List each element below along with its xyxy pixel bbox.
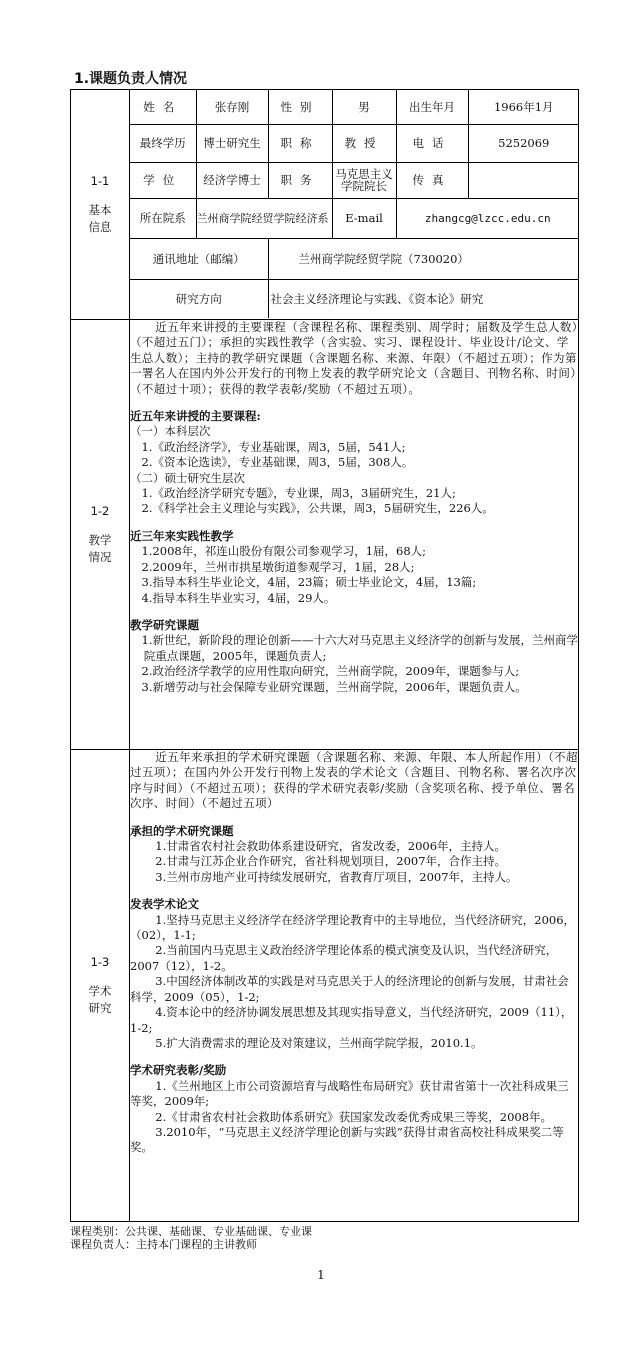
phone-label: 电话 xyxy=(396,124,468,162)
email-value: zhangcg@lzcc.edu.cn xyxy=(396,198,579,238)
education-label: 最终学历 xyxy=(130,124,196,162)
address-label: 通讯地址（邮编） xyxy=(130,238,268,279)
paper-item: 2.当前国内马克思主义政治经济学理论体系的模式演变及认识，当代经济研究，2007（12），1-2。 xyxy=(130,943,558,973)
footer-course-types: 课程类别：公共课、基础课、专业基础课、专业课 xyxy=(70,1225,312,1238)
page-title: 1.课题负责人情况 xyxy=(74,71,188,87)
awards-heading: 学术研究表彰/奖励 xyxy=(130,1063,227,1078)
fax-value xyxy=(468,162,579,198)
undergrad-course: 2.《资本论选读》，专业基础课，周3，5届，308人。 xyxy=(141,455,414,470)
practice-heading: 近三年来实践性教学 xyxy=(130,528,234,543)
undergrad-course: 1.《政治经济学》，专业基础课，周3，5届，541人; xyxy=(141,439,406,454)
master-label: （二）硕士研究生层次 xyxy=(130,470,245,485)
duty-value: 马克思主义学院院长 xyxy=(332,162,396,198)
practice-item: 3.指导本科生毕业论文，4届，23篇；硕士毕业论文，4届，13篇; xyxy=(141,575,477,590)
award-item: 2.《甘肃省农村社会救助体系研究》获国家发改委优秀成果三等奖，2008年。 xyxy=(155,1109,553,1124)
papers-heading: 发表学术论文 xyxy=(130,897,199,912)
birth-label: 出生年月 xyxy=(396,90,468,124)
basic-info-grid xyxy=(130,90,579,318)
academic-label xyxy=(71,750,130,1222)
research-direction-value: 社会主义经济理论与实践、《资本论》研究 xyxy=(268,279,579,318)
practice-item: 4.指导本科生毕业实习，4届，29人。 xyxy=(141,590,336,605)
teaching-label xyxy=(71,320,130,750)
teaching-project: 1.新世纪，新阶段的理论创新——十六大对马克思主义经济学的创新与发展，兰州商学院重点课题，2005年，课题负责人; xyxy=(141,633,578,663)
department-label: 所在院系 xyxy=(130,198,196,238)
name-value: 张存刚 xyxy=(196,90,268,124)
practice-item: 2.2009年，兰州市拱星墩街道参观学习，1届，28人; xyxy=(141,559,415,574)
leader-info-table xyxy=(70,89,579,1222)
paper-item: 3.中国经济体制改革的实践是对马克思关于人的经济理论的创新与发展，甘肃社会科学，2009（05），1-2; xyxy=(130,974,569,1004)
academic-project: 2.甘肃与江苏企业合作研究，省社科规划项目，2007年，合作主持。 xyxy=(155,854,507,869)
teaching-name: 教学情况 xyxy=(88,533,112,564)
academic-project: 1.甘肃省农村社会救助体系建设研究，省发改委，2006年，主持人。 xyxy=(155,839,507,854)
department-value: 兰州商学院经贸学院经济系 xyxy=(196,198,332,238)
footer-course-leader: 课程负责人：主持本门课程的主讲教师 xyxy=(70,1238,257,1251)
paper-item: 4.资本论中的经济协调发展思想及其现实指导意义，当代经济研究，2009（11），1-2; xyxy=(130,1005,573,1035)
teaching-intro: 近五年来讲授的主要课程（含课程名称、课程类别、周学时；届数及学生总人数）（不超过五门）；承担的实践性教学（含实验、实习、课程设计、毕业设计/论文、学生总人数）；主持的教学研究课题（含课题名称、来源、年限）（不超过五项）；作为第一署名人在国内外公开发行的刊物上发表的教学研究论文（含题目、刊物名称、时间）（不超过十项）；获得的教学表彰/奖励（不超过五项）。 xyxy=(130,320,578,396)
teaching-project: 3.新增劳动与社会保障专业研究课题，兰州商学院，2006年，课题负责人。 xyxy=(141,679,527,694)
basic-info-name: 基本信息 xyxy=(88,203,112,234)
duty-label: 职务 xyxy=(268,162,332,198)
teaching-project: 2.政治经济学教学的应用性取向研究，兰州商学院，2009年，课题参与人; xyxy=(141,664,520,679)
academic-number: 1-3 xyxy=(90,955,110,969)
academic-project: 3.兰州市房地产业可持续发展研究，省教育厅项目，2007年，主持人。 xyxy=(155,869,518,884)
award-item: 3.2010年，“马克思主义经济学理论创新与实践”获得甘肃省高校社科成果奖二等奖。 xyxy=(130,1124,564,1155)
basic-info-label xyxy=(71,90,130,320)
education-value: 博士研究生 xyxy=(196,124,268,162)
paper-item: 1.坚持马克思主义经济学在经济学理论教育中的主导地位，当代经济研究，2006，（02），1-1; xyxy=(130,912,576,943)
phone-value: 5252069 xyxy=(468,124,579,162)
basic-info-number: 1-1 xyxy=(90,174,110,188)
research-direction-label: 研究方向 xyxy=(130,279,268,318)
degree-label: 学位 xyxy=(130,162,196,198)
teaching-content xyxy=(130,320,579,750)
courses-heading: 近五年来讲授的主要课程: xyxy=(130,409,261,424)
degree-value: 经济学博士 xyxy=(196,162,268,198)
birth-value: 1966年1月 xyxy=(468,90,579,124)
gender-label: 性别 xyxy=(268,90,332,124)
title-value: 教授 xyxy=(332,124,396,162)
teaching-number: 1-2 xyxy=(90,504,110,518)
paper-item: 5.扩大消费需求的理论及对策建议，兰州商学院学报，2010.1。 xyxy=(155,1035,483,1050)
page-number: 1 xyxy=(317,1268,325,1282)
academic-content xyxy=(130,750,579,1222)
academic-intro: 近五年来承担的学术研究课题（含课题名称、来源、年限、本人所起作用）（不超过五项）；在国内外公开发行刊物上发表的学术论文（含题目、刊物名称、署名次序次序与时间）（不超过五项）；获得的学术研究表彰/奖励（含奖项名称、授予单位、署名次序、时间）（不超过五项） xyxy=(130,750,578,811)
academic-projects-heading: 承担的学术研究课题 xyxy=(130,823,234,838)
address-value: 兰州商学院经贸学院（730020） xyxy=(268,238,579,279)
award-item: 1.《兰州地区上市公司资源培育与战略性布局研究》获甘肃省第十一次社科成果三等奖，2009年; xyxy=(130,1078,569,1109)
master-course: 2.《科学社会主义理论与实践》，公共课，周3，5届研究生，226人。 xyxy=(141,501,494,516)
gender-value: 男 xyxy=(332,90,396,124)
footer-notes xyxy=(70,1225,312,1251)
teaching-projects-heading: 教学研究课题 xyxy=(130,617,199,632)
title-label: 职称 xyxy=(268,124,332,162)
name-label: 姓名 xyxy=(130,90,196,124)
master-course: 1.《政治经济学研究专题》，专业课，周3，3届研究生，21人; xyxy=(141,486,456,501)
academic-name: 学术研究 xyxy=(88,984,112,1015)
fax-label: 传真 xyxy=(396,162,468,198)
email-label: E-mail xyxy=(332,198,396,238)
practice-item: 1.2008年，祁连山股份有限公司参观学习，1届，68人; xyxy=(141,544,427,559)
undergrad-label: （一）本科层次 xyxy=(130,424,211,439)
